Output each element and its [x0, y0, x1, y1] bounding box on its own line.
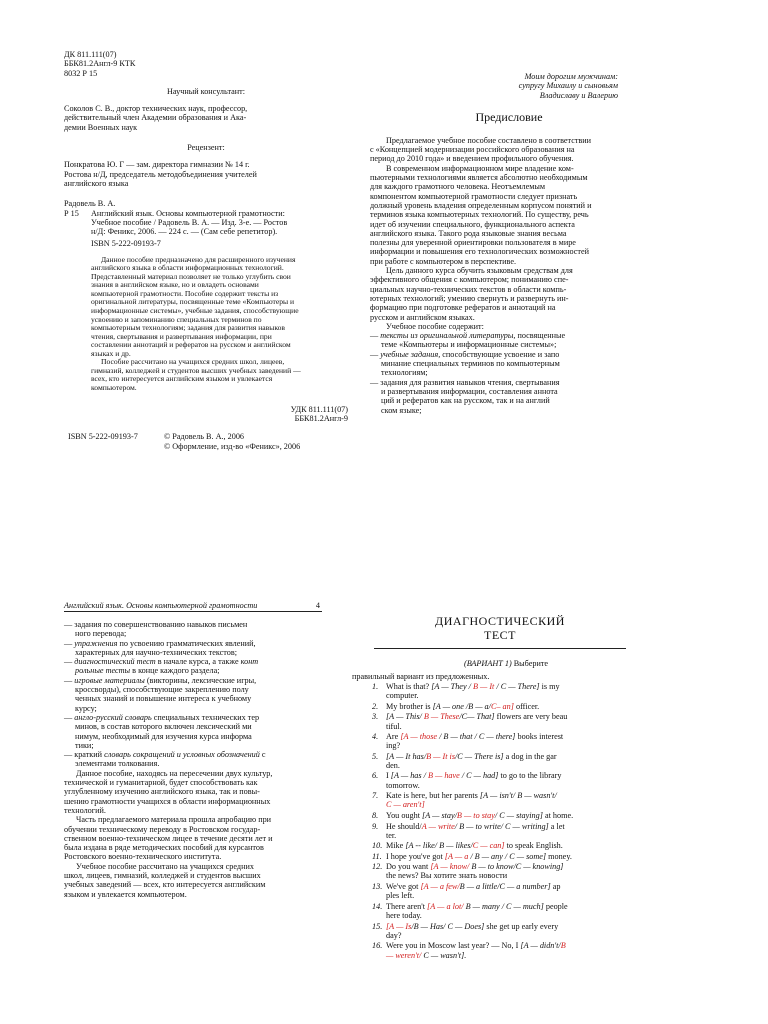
correct-answer: B — It: [472, 681, 495, 691]
question-text: flowers are very beau: [494, 712, 568, 722]
content-item-line: технологиям;: [381, 368, 428, 378]
preface-line: пьютерными технологиями является абсолютно необходимым: [370, 173, 588, 183]
preface-heading: Предисловие: [475, 109, 543, 124]
question-text: He should/: [386, 821, 422, 831]
annotation-line: Данное пособие предназначено для расширенного изучения: [101, 254, 296, 264]
list-italic: рольные тесты: [75, 666, 131, 676]
paragraph-line: Ростовского военно-технического института.: [64, 852, 222, 862]
correct-answer: [A — those: [400, 732, 438, 742]
question-number: 5.: [372, 751, 379, 761]
preface-line: формацию при подготовке рефератов и аннотаций на: [370, 303, 556, 313]
question-number: 14.: [372, 902, 383, 912]
question-number: 2.: [372, 702, 379, 712]
question-continuation: [372, 800, 632, 809]
question-number: 1.: [372, 681, 379, 691]
variant-line: [368, 659, 632, 668]
question-text: [A -- like/ B — likes/: [405, 841, 473, 851]
annotation-line: знания в английском языке, но и овладеть основами: [91, 280, 259, 290]
content-item-line: ском языке;: [381, 405, 422, 415]
question-continuation: [372, 831, 632, 840]
preface-line: английского языка. Такого рода языковые знания весьма: [370, 228, 567, 238]
preface-line: Учебное пособие содержит:: [386, 321, 484, 331]
biblio-line: Учебное пособие / Радовель В. А. — Изд. 3-е. — Ростов: [91, 217, 288, 227]
question-text: to speak English.: [504, 841, 563, 851]
variant-label: (ВАРИАНТ 1): [464, 659, 512, 668]
paragraph-line: учебных заведений — всех, кто интересуется английским: [64, 880, 266, 890]
question-text: den.: [386, 760, 400, 770]
paragraph-line: Часть предлагаемого материала прошла апробацию при: [76, 815, 272, 825]
author-name: Радовель В. А.: [64, 199, 116, 209]
preface-line: Цель данного курса обучить языковым средствам для: [386, 266, 573, 276]
question-text: [A — one /B — a/: [432, 702, 491, 712]
question-text: You ought: [386, 811, 423, 821]
list-item: — задания по совершенствованию навыков письмен: [64, 620, 248, 629]
annotation-line: чтения, свертывания и развертывания информации, при: [91, 331, 272, 341]
question-text: [A — has /: [390, 771, 428, 781]
biblio-line: н/Д: Феникс, 2006. — 224 с. — (Сам себе репетитор).: [91, 227, 278, 237]
intro-continued-page: [64, 601, 322, 899]
question-text: /C — There is]: [455, 751, 504, 761]
correct-answer: B — These: [423, 712, 460, 722]
preface-line: период до 2010 года» и введением профильного обучения.: [370, 154, 574, 164]
bbk-line: ББК81.2Англ-9 КТК: [64, 59, 136, 69]
list-text: (викторины, лексические игры,: [144, 675, 257, 685]
intro-paragraphs: [64, 769, 322, 899]
annotation-line: английского языка в области информационных технологий.: [91, 263, 284, 273]
item-text: способствующие усвоение и запо: [440, 349, 560, 359]
isbn-bottom: ISBN 5-222-09193-7: [68, 432, 138, 442]
preface-line: ютерных технологий; умению свернуть и развернуть ин-: [370, 293, 569, 303]
question-text: ing?: [386, 741, 401, 751]
question-text: money.: [546, 851, 572, 861]
test-question: [372, 822, 632, 831]
question-text: to go to the library: [498, 771, 562, 781]
list-italic: англо-русский словарь: [74, 712, 152, 722]
annotation-line: языках и др.: [91, 348, 131, 358]
dedication-line: супругу Михаилу и сыновьям: [518, 81, 618, 91]
test-question: [372, 902, 632, 911]
question-number: 15.: [372, 921, 383, 931]
reviewer-line: английского языка: [64, 178, 129, 188]
consultant-line: действительный член Академии образования и Ака-: [64, 113, 247, 123]
title-divider: [374, 648, 626, 649]
question-text: is my: [539, 681, 560, 691]
udk-line: ДК 811.111(07): [64, 50, 117, 59]
dedication: [370, 72, 648, 100]
test-title-line: ДИАГНОСТИЧЕСКИЙ: [435, 614, 565, 628]
annotation-line: компьютерной грамотности. Пособие содержит тексты из: [91, 288, 279, 298]
question-text: day?: [386, 931, 402, 941]
question-text: Are: [386, 732, 401, 742]
annotation-line: Пособие рассчитано на учащихся средних школ, лицеев,: [101, 357, 285, 367]
correct-answer: C — can]: [472, 841, 505, 851]
list-line: тики;: [75, 740, 94, 750]
question-text: Do you want: [386, 861, 431, 871]
question-text: C — wasn't].: [421, 950, 467, 960]
content-item-line: и развертывания информации, составления аннота: [381, 386, 558, 396]
bibliographic-record: [64, 209, 348, 237]
question-text: the news? Вы хотите знать новости: [386, 871, 508, 881]
reviewer-title: Рецензент:: [187, 143, 225, 153]
question-text: /B — Has/ C — Does]: [411, 921, 485, 931]
consultant-line: демии Военных наук: [64, 122, 138, 132]
question-text: / C — staying]: [494, 811, 543, 821]
udk-bottom: УДК 811.111(07): [290, 404, 348, 414]
correct-answer: B — It is: [426, 751, 456, 761]
test-title: [368, 614, 632, 642]
question-continuation: [372, 931, 632, 940]
annotation-line: Представленный материал позволяет не только углубить свои: [91, 271, 291, 281]
consultant-block: [64, 104, 348, 132]
question-text: [A — They /: [431, 681, 473, 691]
content-item: — учебные задания, способствующие усвоение и запо: [370, 349, 560, 359]
list-line: ченных знаний и повышение интереса к учебному: [75, 694, 252, 704]
list-item: — краткий словарь сокращений и условных обозначений с: [64, 750, 266, 760]
page-number: 4: [315, 601, 320, 610]
variant-text: Выберите: [511, 659, 549, 668]
question-text: I hope you've got: [386, 851, 445, 861]
paragraph-line: технической и гуманитарной, будет способствовать как: [64, 778, 258, 788]
list-line: элементами толкования.: [75, 759, 160, 769]
correct-answer: A — write: [421, 821, 455, 831]
list-text: задания по совершенствованию навыков письмен: [74, 620, 248, 629]
paragraph-line: технологий.: [64, 805, 106, 815]
correct-answer: [A — a few/: [420, 881, 460, 891]
dedication-line: Владиславу и Валерию: [539, 90, 618, 100]
content-list: [64, 620, 322, 769]
test-question: [372, 712, 632, 721]
preface-line: циальных научно-технических текстов в области компь-: [370, 284, 567, 294]
list-text: по усвоению грамматических явлений,: [117, 638, 256, 648]
content-item: — задания для развития навыков чтения, свертывания: [370, 377, 560, 387]
title-page-imprint: [64, 50, 348, 452]
running-header-title: Английский язык. Основы компьютерной грамотности: [64, 601, 258, 610]
content-item-line: ций и рефератов как на русском, так и на англий: [381, 396, 550, 406]
dedication-line: Моим дорогим мужчинам:: [524, 72, 618, 81]
paragraph-line: ственном военно-техническом лицее в течение десяти лет и: [64, 833, 273, 843]
question-text: / B — to write/ C — writing]: [454, 821, 549, 831]
question-continuation: [372, 871, 632, 880]
content-item-line: теме «Компьютеры и информационные системы»;: [381, 340, 557, 350]
test-question: [372, 852, 632, 861]
question-number: 8.: [372, 811, 379, 821]
question-text: [A — isn't/ B — wasn't/: [479, 790, 557, 800]
list-line: характерных для научно-технических текстов;: [75, 647, 237, 657]
correct-answer: [A — a lot/: [427, 902, 464, 912]
question-text: ap: [550, 881, 561, 891]
test-question: [372, 732, 632, 741]
question-continuation: [372, 891, 632, 900]
question-continuation: [372, 761, 632, 770]
correct-answer: — weren't/: [386, 950, 422, 960]
question-text: ter.: [386, 831, 397, 841]
content-item: — тексты из оригинальной литературы, посвященные: [370, 331, 566, 341]
correct-answer: C — aren't]: [386, 800, 425, 810]
item-text: посвященные: [515, 331, 566, 341]
list-item: — упражнения по усвоению грамматических явлений,: [64, 638, 256, 648]
code-line: 8032 Р 15: [64, 68, 98, 78]
reviewer-line: Понкратова Ю. Г — зам. директора гимназии № 14 г.: [64, 160, 250, 170]
correct-answer: B — to stay: [456, 811, 495, 821]
question-continuation: [372, 741, 632, 750]
copyright-publisher: © Оформление, изд-во «Феникс», 2006: [164, 442, 301, 452]
question-text: she get up early every: [484, 921, 559, 931]
annotation-line: информационные системы», учебные задания, способствующие: [91, 306, 299, 316]
question-text: ples left.: [386, 890, 415, 900]
list-text: в конце каждого раздела;: [130, 666, 220, 676]
annotation: [64, 256, 348, 393]
question-text: computer.: [386, 690, 419, 700]
question-text: / B — any / C — some]: [468, 851, 547, 861]
question-number: 12.: [372, 861, 383, 871]
consultant-line: Соколов С. В., доктор технических наук, профессор,: [64, 104, 248, 114]
question-list: [368, 682, 632, 960]
question-number: 10.: [372, 841, 383, 851]
question-number: 3.: [372, 712, 379, 722]
question-text: / C — There]: [494, 681, 540, 691]
question-text: Mike: [386, 841, 406, 851]
copyright-block: [64, 432, 348, 452]
list-line: кроссворды), способствующие закреплению полу: [75, 685, 249, 695]
question-continuation: [372, 781, 632, 790]
preface-line: В современном информационном мире владение ком-: [386, 163, 574, 173]
question-text: B — a little/C — a number]: [459, 881, 551, 891]
question-continuation: [372, 722, 632, 731]
preface-text: [370, 136, 648, 415]
question-text: at home.: [542, 811, 574, 821]
list-italic: упражнения: [74, 638, 118, 648]
question-text: We've got: [386, 881, 421, 891]
question-number: 13.: [372, 881, 383, 891]
list-item: — англо-русский словарь специальных технических тер: [64, 712, 260, 722]
question-text: [A — This/: [386, 712, 424, 722]
paragraph-line: углубленному изучению английского языка, так и повы-: [64, 787, 260, 797]
annotation-line: компьютерным технологиям; задания для развития навыков: [91, 323, 285, 333]
question-text: Were you in Moscow last year? — No, I: [386, 941, 521, 951]
question-text: tomorrow.: [386, 780, 420, 790]
test-question: [372, 922, 632, 931]
list-line: ного перевода;: [75, 629, 127, 639]
rp-code: Р 15: [64, 208, 79, 218]
preface-line: терминов языка компьютерных технологий. По существу, речь: [370, 210, 589, 220]
preface-line: полезны для уверенной ориентировки пользователя в мире: [370, 238, 576, 248]
question-text: a dog in the gar: [503, 751, 557, 761]
question-number: 11.: [372, 851, 382, 861]
annotation-line: всех, кто интересуется английским языком и увлекается: [91, 374, 273, 384]
question-text: /C— That]: [459, 712, 495, 722]
test-question: [372, 862, 632, 871]
list-line: минов, в состав которого включен лексический ми: [75, 722, 252, 732]
list-italic: диагностический тест: [74, 657, 156, 667]
question-text: What is that?: [386, 681, 432, 691]
biblio-line: Английский язык. Основы компьютерной грамотности:: [91, 208, 285, 218]
annotation-line: компьютером.: [91, 382, 137, 392]
question-text: [A — stay/: [422, 811, 457, 821]
test-question: [372, 791, 632, 800]
question-text: here today.: [386, 911, 422, 921]
question-text: I: [386, 771, 391, 781]
test-question: [372, 682, 632, 691]
question-text: B — to know/C — knowing]: [469, 861, 564, 871]
correct-answer: B — have: [427, 771, 460, 781]
paragraph-line: Учебное пособие рассчитано на учащихся средних: [76, 861, 254, 871]
list-line: нимум, необходимый для изучения курса информа: [75, 731, 252, 741]
question-text: officer.: [513, 702, 540, 712]
preface-line: информации и повышения его технологических возможностей: [370, 247, 590, 257]
list-item: — игровые материалы (викторины, лексические игры,: [64, 675, 257, 685]
list-italic: словарь сокращений и условных обозначений: [104, 750, 260, 760]
correct-answer: B: [560, 941, 566, 951]
item-italic: учебные задания,: [380, 349, 441, 359]
preface-line: для каждого грамотного человека. Неотъемлемым: [370, 182, 546, 192]
item-italic: тексты из оригинальной литературы,: [380, 331, 516, 341]
question-text: people: [543, 902, 568, 912]
question-text: / B — that / C — there]: [437, 732, 516, 742]
correct-answer: [A — know/: [430, 861, 470, 871]
correct-answer: [A — a: [444, 851, 469, 861]
diagnostic-test-page: [352, 614, 632, 960]
annotation-line: гимназий, колледжей и студентов высших учебных заведений —: [91, 365, 301, 375]
paragraph-line: Данное пособие, находясь на пересечении двух культур,: [76, 768, 273, 778]
preface-line: русском и английском языках.: [370, 312, 475, 322]
content-item-line: минание специальных терминов по компьютерным: [381, 359, 560, 369]
test-question: [372, 882, 632, 891]
preface-line: с «Концепцией модернизации российского образования на: [370, 145, 575, 155]
paragraph-line: языком и увлекается компьютером.: [64, 889, 187, 899]
correct-answer: [A — Is: [386, 921, 412, 931]
test-question: [372, 702, 632, 711]
question-continuation: [372, 911, 632, 920]
copyright-author: © Радовель В. А., 2006: [164, 432, 245, 442]
list-item: — диагностический тест в начале курса, а также конт: [64, 657, 259, 667]
test-question: [372, 752, 632, 761]
question-continuation: [372, 951, 632, 960]
question-text: Kate is here, but her parents: [386, 790, 480, 800]
question-text: books interest: [515, 732, 564, 742]
list-italic: конт: [240, 657, 259, 667]
reviewer-block: [64, 160, 348, 188]
list-text: в начале курса, а также: [155, 657, 241, 667]
paragraph-line: обучении техническому переводу в Ростовском государ-: [64, 824, 261, 834]
preface-line: идет об изучении специального, функционального аспекта: [370, 219, 575, 229]
paragraph-line: была издана в ряде методических пособий для курсантов: [64, 843, 264, 853]
question-number: 9.: [372, 821, 379, 831]
preface-line: при работе с компьютером в перспективе.: [370, 256, 516, 266]
annotation-line: составлении аннотаций и рефератов на русском и английском: [91, 340, 291, 350]
question-text: There aren't: [386, 902, 428, 912]
list-line: [64, 666, 322, 675]
question-text: [A — It has/: [386, 751, 427, 761]
question-text: B — many / C — much]: [463, 902, 544, 912]
list-text: с: [259, 750, 266, 760]
question-number: 16.: [372, 941, 383, 951]
test-question: [372, 841, 632, 850]
question-number: 7.: [372, 790, 379, 800]
test-question: [372, 941, 632, 950]
instruction: правильный вариант из предложенных.: [352, 672, 490, 682]
test-title-line: ТЕСТ: [484, 628, 516, 642]
question-continuation: [372, 691, 632, 700]
paragraph-line: школ, лицеев, гимназий, колледжей и студентов высших: [64, 871, 261, 881]
bbk-bottom: ББК81.2Англ-9: [294, 413, 348, 423]
preface-line: компонентом компьютерной грамотности следует признать: [370, 191, 578, 201]
question-text: [A — didn't/: [520, 941, 561, 951]
test-question: [372, 771, 632, 780]
list-text: специальных технических тер: [151, 712, 260, 722]
question-text: My brother is: [386, 702, 433, 712]
annotation-line: оригинальной литературы, посвященные теме «Компьютеры и: [91, 297, 295, 307]
consultant-title: Научный консультант:: [166, 86, 245, 96]
list-line: курсу;: [75, 703, 97, 713]
test-question: [372, 811, 632, 820]
running-header: [64, 601, 322, 612]
isbn-line: ISBN 5-222-09193-7: [91, 239, 161, 249]
question-text: tiful.: [386, 721, 402, 731]
list-italic: игровые материалы: [74, 675, 145, 685]
preface-line: эффективного общения с компьютером; пониманию спе-: [370, 275, 569, 285]
question-text: a let: [548, 821, 565, 831]
paragraph-line: шению грамотности учащихся в области информационных: [64, 796, 271, 806]
reviewer-line: Ростова н/Д, председатель методобъединения учителей: [64, 169, 257, 179]
list-text: краткий: [74, 750, 105, 760]
preface-line: Предлагаемое учебное пособие составлено в соответствии: [386, 135, 592, 145]
annotation-line: усвоению и запоминанию специальных терминов по: [91, 314, 262, 324]
item-text: задания для развития навыков чтения, свертывания: [380, 377, 560, 387]
preface-line: должный уровень владения определенным корпусом понятий и: [370, 200, 592, 210]
question-number: 6.: [372, 771, 379, 781]
question-number: 4.: [372, 732, 379, 742]
question-text: / C — had]: [459, 771, 499, 781]
preface-page: [370, 72, 648, 415]
correct-answer: C– an]: [490, 702, 514, 712]
